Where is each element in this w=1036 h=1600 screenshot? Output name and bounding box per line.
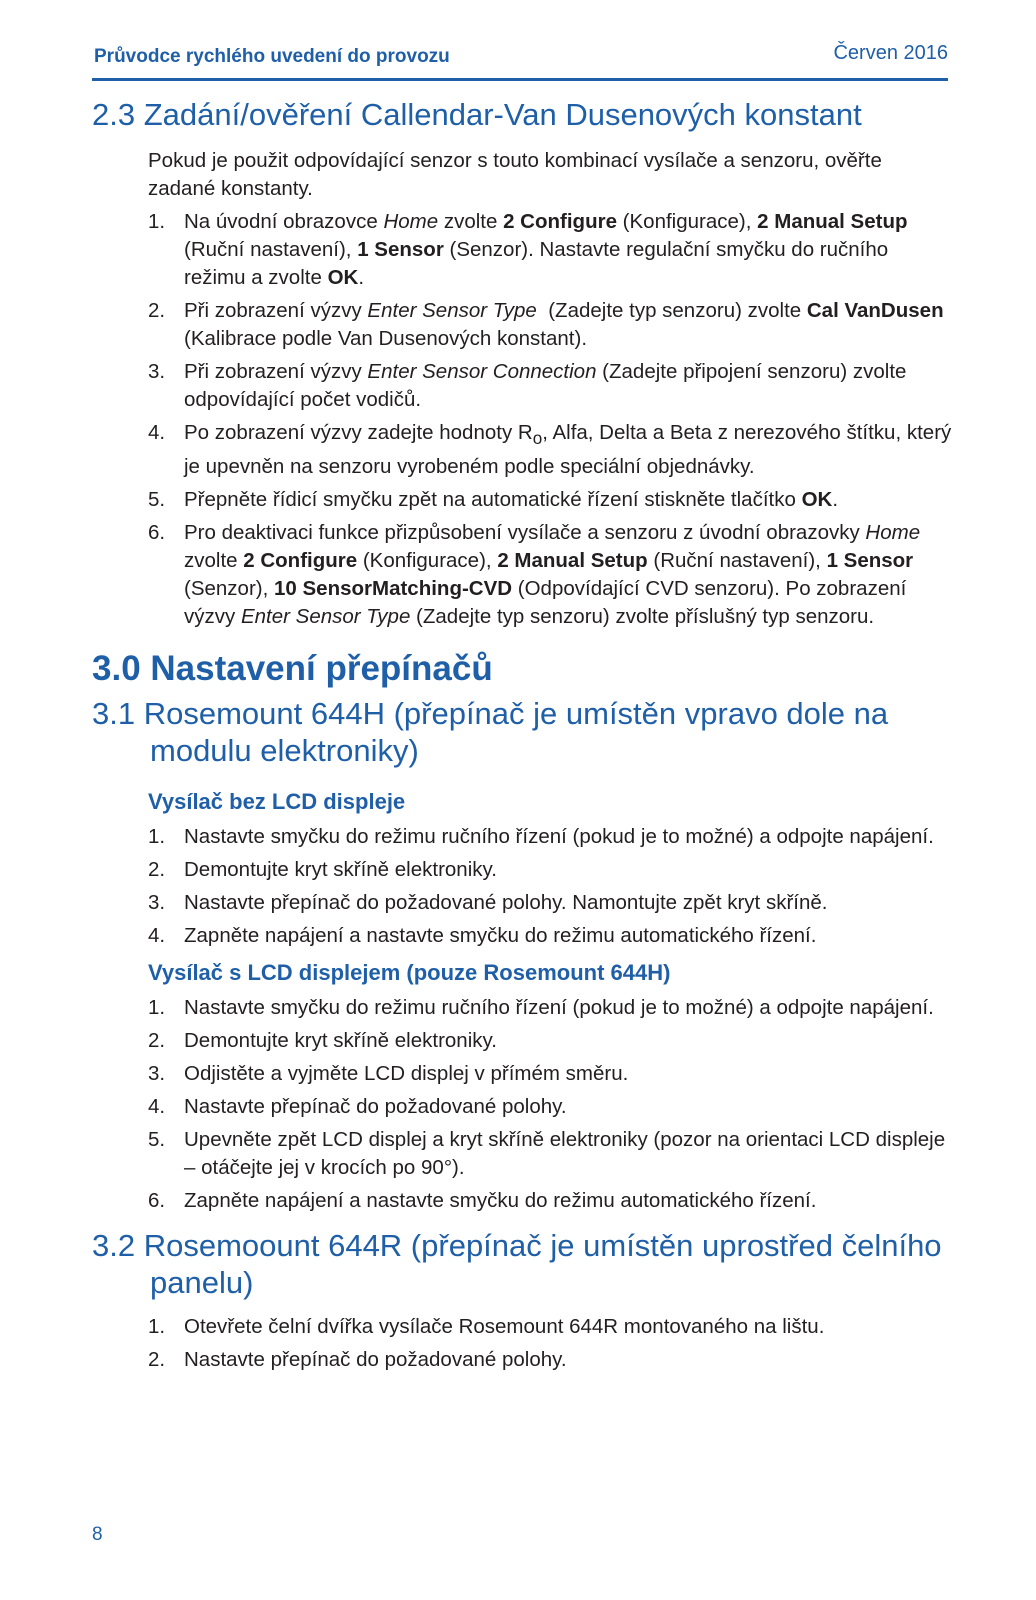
step-menu-configure: 2 Configure xyxy=(243,549,358,573)
list-item xyxy=(148,419,952,481)
step-text: Nastavte přepínač do požadované polohy. Namontujte zpět kryt skříně. xyxy=(184,891,828,915)
section-2-3-steps xyxy=(92,208,952,631)
section-2-3-intro: Pokud je použit odpovídající senzor s touto kombinací vysílače a senzoru, ověřte zadané konstanty. xyxy=(148,149,882,200)
step-menu-manual-setup: 2 Manual Setup xyxy=(757,210,908,233)
step-subscript: o xyxy=(532,429,543,449)
step-menu-sensor: 1 Sensor xyxy=(357,238,444,261)
step-number: 1. xyxy=(148,210,166,233)
list-item xyxy=(148,486,952,514)
step-text: Upevněte zpět LCD displej a kryt skříně elektroniky (pozor na orientaci LCD displeje – otáčejte jej v krocích po 90°). xyxy=(184,1128,946,1180)
step-number: 5. xyxy=(148,1128,166,1152)
step-number: 6. xyxy=(148,521,166,545)
step-number: 4. xyxy=(148,421,166,444)
list-item xyxy=(148,889,952,917)
list-item xyxy=(148,297,952,353)
list-item xyxy=(148,1093,952,1121)
step-ok-key: OK xyxy=(801,488,833,512)
subsection-with-lcd-heading: Vysílač s LCD displejem (pouze Rosemount 644H) xyxy=(148,960,671,986)
section-3-0-heading: 3.0 Nastavení přepínačů xyxy=(92,649,493,689)
step-text: (Kalibrace podle Van Dusenových konstant). xyxy=(184,327,588,350)
section-3-1-heading: 3.1 Rosemount 644H (přepínač je umístěn vpravo dole na modulu elektroniky) xyxy=(92,696,889,769)
step-text: (Konfigurace), xyxy=(616,210,758,233)
step-home-term: Home xyxy=(865,521,921,545)
step-menu-sensor: 1 Sensor xyxy=(826,549,914,573)
step-text: (Senzor). Nastavte regulační smyčku do ručního režimu a zvolte xyxy=(184,238,889,289)
step-text: Zapněte napájení a nastavte smyčku do režimu automatického řízení. xyxy=(184,924,817,948)
step-number: 4. xyxy=(148,924,166,948)
step-menu-manual-setup: 2 Manual Setup xyxy=(497,549,648,573)
step-menu-configure: 2 Configure xyxy=(503,210,617,233)
step-number: 5. xyxy=(148,488,166,512)
step-text: (Ruční nastavení), xyxy=(184,238,358,261)
step-home-term: Home xyxy=(383,210,439,233)
list-item xyxy=(148,1187,952,1215)
step-text: (Zadejte typ senzoru) zvolte příslušný typ senzoru. xyxy=(410,605,875,629)
step-prompt-term: Enter Sensor Type xyxy=(240,605,411,629)
step-text: (Zadejte připojení senzoru) zvolte odpovídající počet vodičů. xyxy=(184,360,907,411)
step-number: 3. xyxy=(148,891,166,915)
step-text: Odjistěte a vyjměte LCD displej v přímém směru. xyxy=(184,1062,629,1086)
list-item xyxy=(148,1126,952,1182)
list-item xyxy=(148,994,952,1022)
step-ok-key: OK xyxy=(327,266,359,289)
step-text: Při zobrazení výzvy xyxy=(184,299,368,322)
step-number: 3. xyxy=(148,360,166,383)
step-number: 2. xyxy=(148,1348,166,1372)
step-number: 6. xyxy=(148,1189,166,1213)
list-item xyxy=(148,922,952,950)
step-text: . xyxy=(358,266,365,289)
step-text: (Odpovídající CVD senzoru). Po zobrazení výzvy xyxy=(184,577,907,629)
step-text: Nastavte smyčku do režimu ručního řízení (pokud je to možné) a odpojte napájení. xyxy=(184,996,934,1020)
with-lcd-steps xyxy=(92,994,952,1215)
section-3-2-heading: 3.2 Rosemoount 644R (přepínač je umístěn uprostřed čelního panelu) xyxy=(92,1228,942,1301)
step-text: Nastavte přepínač do požadované polohy. xyxy=(184,1348,567,1372)
list-item xyxy=(148,1346,952,1374)
step-text: Zapněte napájení a nastavte smyčku do režimu automatického řízení. xyxy=(184,1189,817,1213)
step-text: . xyxy=(832,488,839,512)
subsection-without-lcd-heading: Vysílač bez LCD displeje xyxy=(148,789,406,815)
section-3-2-steps xyxy=(92,1313,952,1374)
step-number: 2. xyxy=(148,858,166,882)
step-text: , Alfa, Delta a Beta z nerezového štítku, který je upevněn na senzoru vyrobeném podle speciální objednávky. xyxy=(184,421,952,479)
step-option-cal-vandusen: Cal VanDusen xyxy=(806,299,944,322)
header-divider xyxy=(92,78,948,81)
step-number: 1. xyxy=(148,996,166,1020)
step-text: Otevřete čelní dvířka vysílače Rosemount 644R montovaného na lištu. xyxy=(184,1315,825,1339)
step-text: Přepněte řídicí smyčku zpět na automatické řízení stiskněte tlačítko xyxy=(184,488,802,512)
document-title: Průvodce rychlého uvedení do provozu xyxy=(94,46,450,67)
step-number: 2. xyxy=(148,1029,166,1053)
list-item xyxy=(148,856,952,884)
step-text: (Konfigurace), xyxy=(357,549,498,573)
list-item xyxy=(148,1313,952,1341)
step-text: (Zadejte typ senzoru) zvolte xyxy=(536,299,807,322)
step-text: Nastavte přepínač do požadované polohy. xyxy=(184,1095,567,1119)
step-text: Při zobrazení výzvy xyxy=(184,360,368,383)
step-text: zvolte xyxy=(438,210,504,233)
step-text: Demontujte kryt skříně elektroniky. xyxy=(184,1029,497,1053)
section-2-3-heading: 2.3 Zadání/ověření Callendar-Van Dusenových konstant xyxy=(92,97,862,132)
step-number: 1. xyxy=(148,825,166,849)
page-content xyxy=(92,92,952,1374)
step-text: Po zobrazení výzvy zadejte hodnoty R xyxy=(184,421,533,444)
without-lcd-steps xyxy=(92,823,952,950)
step-number: 1. xyxy=(148,1315,166,1339)
list-item xyxy=(148,1027,952,1055)
list-item xyxy=(148,519,952,631)
step-text: Pro deaktivaci funkce přizpůsobení vysílače a senzoru z úvodní obrazovky xyxy=(184,521,866,545)
step-text: zvolte xyxy=(184,549,244,573)
step-text: Nastavte smyčku do režimu ručního řízení (pokud je to možné) a odpojte napájení. xyxy=(184,825,934,849)
step-number: 2. xyxy=(148,299,166,322)
step-number: 3. xyxy=(148,1062,166,1086)
step-prompt-term: Enter Sensor Connection xyxy=(367,360,597,383)
step-text: (Ruční nastavení), xyxy=(647,549,827,573)
list-item xyxy=(148,823,952,851)
step-menu-sensor-matching: 10 SensorMatching-CVD xyxy=(274,577,513,601)
page-number: 8 xyxy=(92,1524,103,1545)
document-date: Červen 2016 xyxy=(833,42,948,64)
step-text: (Senzor), xyxy=(184,577,274,601)
step-text: Na úvodní obrazovce xyxy=(184,210,384,233)
step-number: 4. xyxy=(148,1095,166,1119)
list-item xyxy=(148,1060,952,1088)
step-text: Demontujte kryt skříně elektroniky. xyxy=(184,858,497,882)
step-prompt-term: Enter Sensor Type xyxy=(367,299,537,322)
list-item xyxy=(148,358,952,414)
list-item xyxy=(148,208,952,292)
